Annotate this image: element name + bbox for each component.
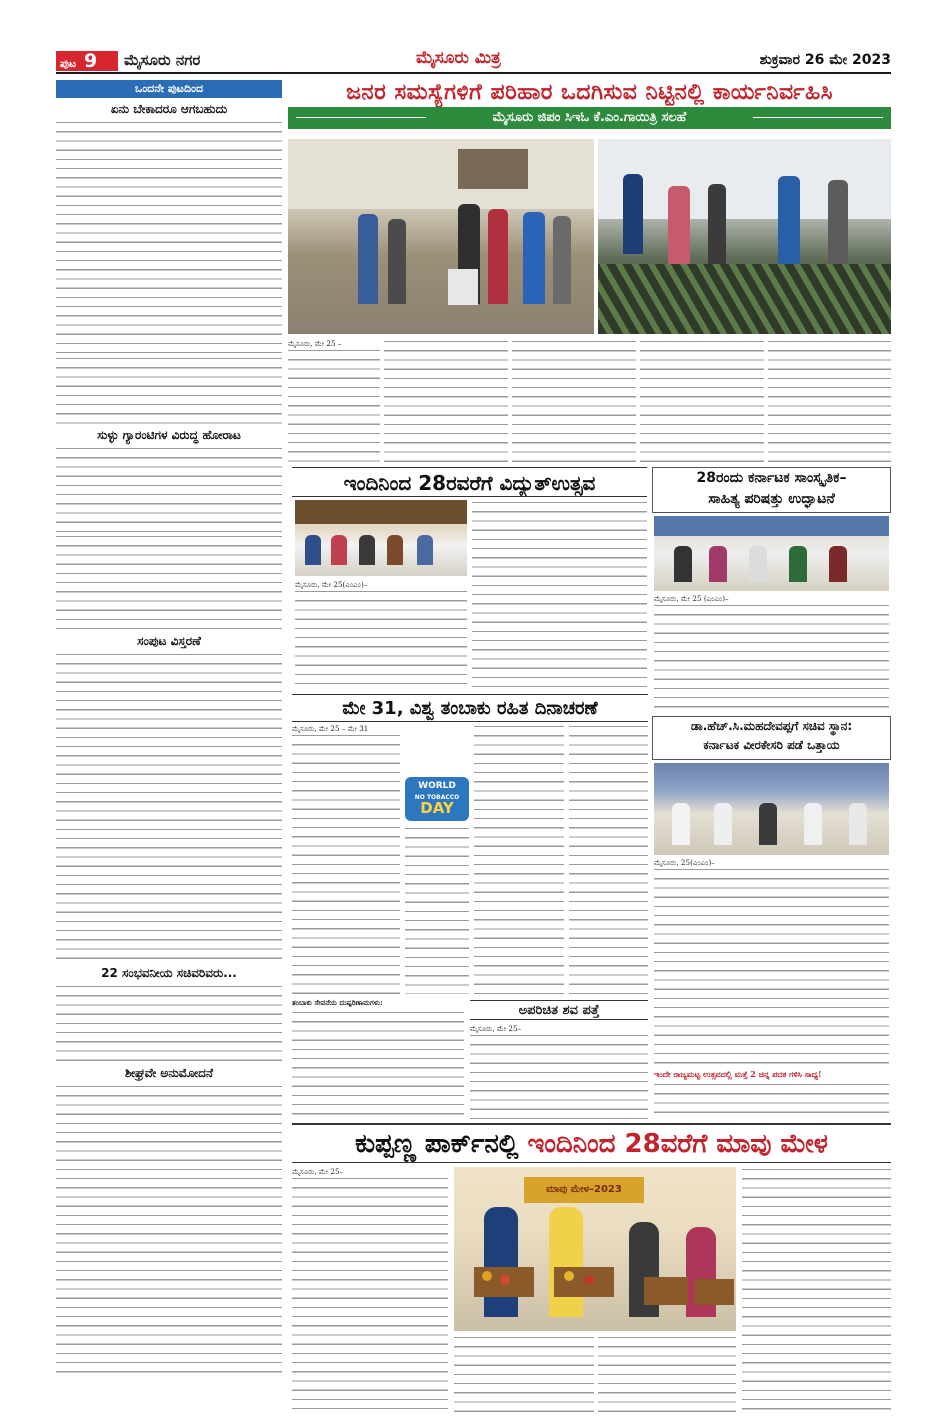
- mahadevappa-body: [654, 858, 889, 1066]
- story-body-text: [292, 1010, 464, 1120]
- parishat-headline-2: ಸಾಹಿತ್ಯ ಪರಿಷತ್ತು ಉದ್ಘಾಟನೆ: [708, 491, 835, 507]
- mango-body: [742, 1167, 891, 1417]
- top-story-body: [512, 339, 636, 466]
- story-body-text: [295, 589, 467, 692]
- mango-mela-photo: [454, 1167, 736, 1331]
- mahadevappa-headline: ಡಾ.ಹೆಚ್.ಸಿ.ಮಹದೇವಪ್ಪಗೆ ಸಚಿವ ಸ್ಥಾನ:: [690, 719, 853, 733]
- mahadevappa-headline-2: ಕರ್ನಾಟಕ ವೀರಕೇಸರಿ ಪಡೆ ಒತ್ತಾಯ: [703, 738, 840, 752]
- page-header: [56, 48, 891, 74]
- left-column: [56, 80, 282, 1420]
- parishat-body: [654, 594, 889, 714]
- top-story-body: [384, 339, 508, 466]
- power-fest-dateline: ಮೈಸೂರು, ಮೇ 25(ಎಂಎಂ)–: [295, 580, 368, 589]
- tobacco-day-headline: ಮೇ 31, ವಿಶ್ವ ತಂಬಾಕು ರಹಿತ ದಿನಾಚರಣೆ: [292, 694, 648, 722]
- top-story-body: [640, 339, 764, 466]
- top-story-body: [288, 339, 380, 466]
- mango-banner: ಮಾವು ಮೇಳ–2023: [524, 1177, 644, 1203]
- story-body-text: [384, 339, 508, 466]
- story-body-text: [454, 1335, 594, 1417]
- story-body-text: [56, 1084, 282, 1374]
- story-body-text: [56, 446, 282, 534]
- story-body-text: [742, 1167, 891, 1417]
- unidentified-body-body: [470, 1024, 648, 1120]
- top-story-subhead: ಮೈಸೂರು ಜಿಪಂ ಸಿಇಓ ಕೆ.ಎಂ.ಗಾಯಿತ್ರಿ ಸಲಹೆ: [288, 107, 891, 129]
- section-title: ಮೈಸೂರು ನಗರ: [124, 51, 201, 69]
- top-story-body: [768, 339, 891, 466]
- story-body-text: [288, 348, 380, 466]
- power-fest-body: [295, 580, 467, 692]
- power-fest-body: [472, 500, 647, 692]
- story-body-text: [292, 1176, 448, 1417]
- mango-body: [454, 1335, 594, 1417]
- story-body-text: [56, 652, 282, 962]
- continued-tag: ಒಂದನೇ ಪುಟದಿಂದ: [56, 80, 282, 98]
- tobacco-body: [474, 724, 564, 994]
- story-heading: ಸುಳ್ಳು ಗ್ಯಾರಂಟಿಗಳ ವಿರುದ್ಧ ಹೋರಾಟ: [97, 428, 241, 442]
- festival-note-headline: ಇಂದೇ ರಾಜ್ಯಮಟ್ಟ ಉತ್ಸವದಲ್ಲಿ ಮತ್ತೆ 2 ಚಿನ್ನ ಪದಕ ಗಳಿಸಿ ಸಾಧ್ಯ!: [654, 1069, 822, 1079]
- story-body-text: [768, 339, 891, 466]
- mango-headline-part2: ಇಂದಿನಿಂದ 28ವರೆಗೆ ಮಾವು ಮೇಳ: [527, 1129, 828, 1159]
- story-body-text: [598, 1335, 736, 1417]
- power-fest-photo: [295, 500, 467, 576]
- story-body-text: [569, 724, 648, 994]
- page-number: 9: [83, 50, 98, 72]
- story-body-text: [654, 867, 889, 1066]
- unidentified-dateline: ಮೈಸೂರು, ಮೇ 25–: [470, 1024, 522, 1033]
- story-body-text: [654, 1082, 889, 1120]
- mango-dateline: ಮೈಸೂರು, ಮೇ 25–: [292, 1167, 344, 1176]
- top-story-headline: ಜನರ ಸಮಸ್ಯೆಗಳಿಗೆ ಪರಿಹಾರ ಒದಗಿಸುವ ನಿಟ್ಟಿನಲ್ಲಿ ಕಾರ್ಯನಿರ್ವಹಿಸಿ: [346, 80, 833, 105]
- logo-word-world: WORLD: [418, 781, 456, 791]
- story-body-text: [56, 356, 282, 424]
- mango-mela-headline: [292, 1123, 891, 1163]
- mahadevappa-photo: [654, 763, 889, 855]
- story-heading: ಸಂಪುಟ ವಿಸ್ತರಣೆ: [137, 634, 201, 648]
- story-body-text: [56, 984, 282, 1062]
- no-tobacco-day-logo: [405, 777, 469, 821]
- top-story: [288, 80, 891, 129]
- mango-body: [598, 1335, 736, 1417]
- story-body-text: [654, 603, 889, 714]
- story-body-text: [640, 339, 764, 466]
- story-body-text: [56, 120, 282, 356]
- parishat-photo: [654, 516, 889, 591]
- story-body-text: [512, 339, 636, 466]
- unidentified-body-headline: ಅಪರಿಚಿತ ಶವ ಪತ್ತೆ: [470, 1000, 648, 1020]
- story-heading: ಏನು ಬೇಕಾದರೂ ಆಗಬಹುದು: [110, 102, 228, 116]
- inspection-photo-2: [598, 139, 891, 334]
- festival-note-body: [654, 1082, 889, 1120]
- parishat-dateline: ಮೈಸೂರು, ಮೇ 25 (ಎಂಎಂ)–: [654, 594, 729, 603]
- tobacco-body: [569, 724, 648, 994]
- story-body-text: [474, 724, 564, 994]
- story-heading: 22 ಸಂಭವನೀಯ ಸಚಿವರಿವರು...: [101, 966, 237, 980]
- top-story-dateline: ಮೈಸೂರು, ಮೇ 25 –: [288, 339, 342, 348]
- tobacco-body: [405, 826, 469, 994]
- parishat-headline: 28ರಂದು ಕರ್ನಾಟಕ ಸಾಂಸ್ಕೃತಿಕ–: [696, 470, 847, 486]
- inspection-photo-1: [288, 139, 594, 334]
- logo-word-notobacco: NO TOBACCO: [414, 794, 460, 801]
- story-body-text: [292, 733, 400, 994]
- tobacco-dateline: ಮೈಸೂರು, ಮೇ 25 – ಮೇ 31: [292, 724, 369, 733]
- story-heading: ಶೀಘ್ರವೇ ಅನುಮೋದನೆ: [125, 1066, 213, 1080]
- mango-body: [292, 1167, 448, 1417]
- story-body-text: [56, 534, 282, 630]
- page-label: ಪುಟ: [60, 57, 77, 70]
- page-number-badge: [56, 51, 118, 71]
- logo-word-day: DAY: [420, 799, 454, 817]
- power-fest-headline: ಇಂದಿನಿಂದ 28ರವರೆಗೆ ವಿದ್ಯುತ್‌ಉತ್ಸವ: [292, 467, 647, 497]
- mahadevappa-dateline: ಮೈಸೂರು, 25(ಎಂಎಂ)–: [654, 858, 715, 867]
- mango-headline-part1: ಕುಪ್ಪಣ್ಣ ಪಾರ್ಕ್‌ನಲ್ಲಿ: [355, 1129, 519, 1159]
- tobacco-body: [292, 724, 400, 994]
- masthead-logo: ಮೈಸೂರು ಮಿತ್ರ: [416, 48, 501, 68]
- tobacco-subhead: ತಂಬಾಕು ಸೇವನೆಯ ದುಷ್ಪರಿಣಾಮಗಳು:: [292, 998, 383, 1007]
- story-body-text: [405, 826, 469, 994]
- issue-date: ಶುಕ್ರವಾರ 26 ಮೇ 2023: [759, 52, 891, 68]
- tobacco-body: [292, 1010, 464, 1120]
- story-body-text: [470, 1033, 648, 1120]
- story-body-text: [472, 500, 647, 692]
